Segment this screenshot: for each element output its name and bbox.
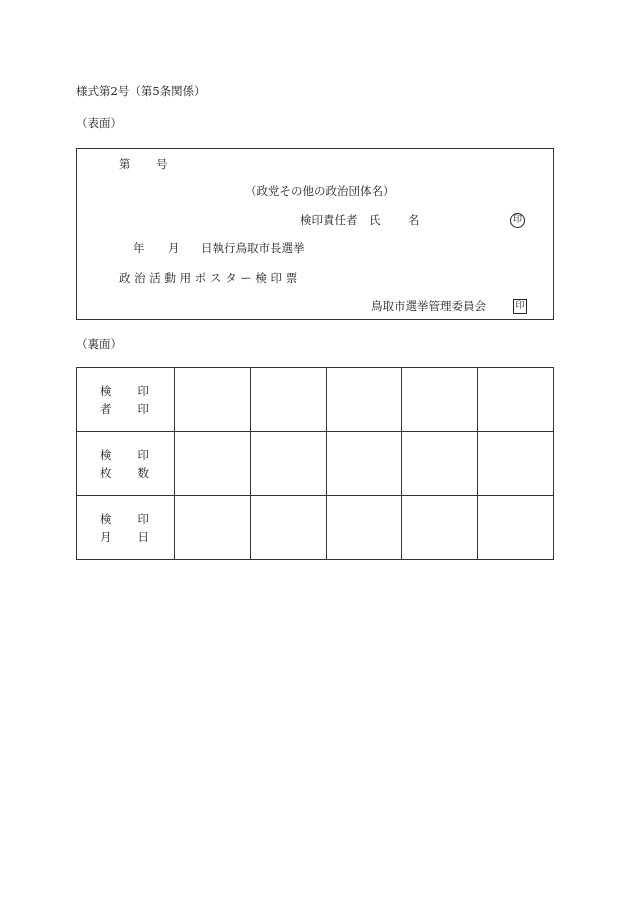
circle-seal-mark: 印 <box>510 213 525 228</box>
entry-cell[interactable] <box>250 368 326 432</box>
ticket-title: 政 治 活 動 用 ポ ス タ ー 検 印 票 <box>119 271 298 285</box>
entry-cell[interactable] <box>250 432 326 496</box>
entry-cell[interactable] <box>326 432 402 496</box>
entry-cell[interactable] <box>478 368 554 432</box>
election-date-text: 日執行鳥取市長選挙 <box>201 241 305 255</box>
label-char: 日 <box>137 529 149 544</box>
date-month: 月 <box>168 241 180 255</box>
label-char: 検 <box>100 447 112 462</box>
table-row <box>77 432 554 496</box>
inspector-label: 検印責任者 氏 <box>300 213 381 227</box>
name-label: 名 <box>408 213 420 227</box>
front-face-box <box>76 148 554 320</box>
entry-cell[interactable] <box>402 432 478 496</box>
table-row <box>77 368 554 432</box>
entry-cell[interactable] <box>478 496 554 560</box>
entry-cell[interactable] <box>478 432 554 496</box>
entry-cell[interactable] <box>250 496 326 560</box>
label-char: 者 <box>100 401 112 416</box>
entry-cell[interactable] <box>175 368 251 432</box>
entry-cell[interactable] <box>175 496 251 560</box>
entry-cell[interactable] <box>175 432 251 496</box>
form-title: 様式第2号（第5条関係） <box>76 84 206 98</box>
label-char: 印 <box>137 511 149 526</box>
number-prefix: 第 <box>119 157 131 171</box>
square-seal-mark: 印 <box>513 299 527 314</box>
entry-cell[interactable] <box>402 368 478 432</box>
entry-cell[interactable] <box>402 496 478 560</box>
row-label-inspector <box>77 368 175 432</box>
entry-cell[interactable] <box>326 496 402 560</box>
committee-name: 鳥取市選挙管理委員会 <box>371 299 486 313</box>
label-char: 印 <box>137 401 149 416</box>
label-char: 印 <box>137 383 149 398</box>
label-char: 月 <box>100 529 112 544</box>
back-label: （裏面） <box>76 337 122 351</box>
front-label: （表面） <box>76 116 122 130</box>
label-char: 印 <box>137 447 149 462</box>
label-char: 枚 <box>100 465 112 480</box>
label-char: 検 <box>100 383 112 398</box>
row-label-date <box>77 496 175 560</box>
label-char: 検 <box>100 511 112 526</box>
table-row <box>77 496 554 560</box>
label-char: 数 <box>137 465 149 480</box>
number-suffix: 号 <box>156 157 168 171</box>
row-label-count <box>77 432 175 496</box>
date-year: 年 <box>133 241 145 255</box>
party-name-placeholder: （政党その他の政治団体名） <box>245 184 395 198</box>
entry-cell[interactable] <box>326 368 402 432</box>
back-face-table <box>76 367 554 560</box>
